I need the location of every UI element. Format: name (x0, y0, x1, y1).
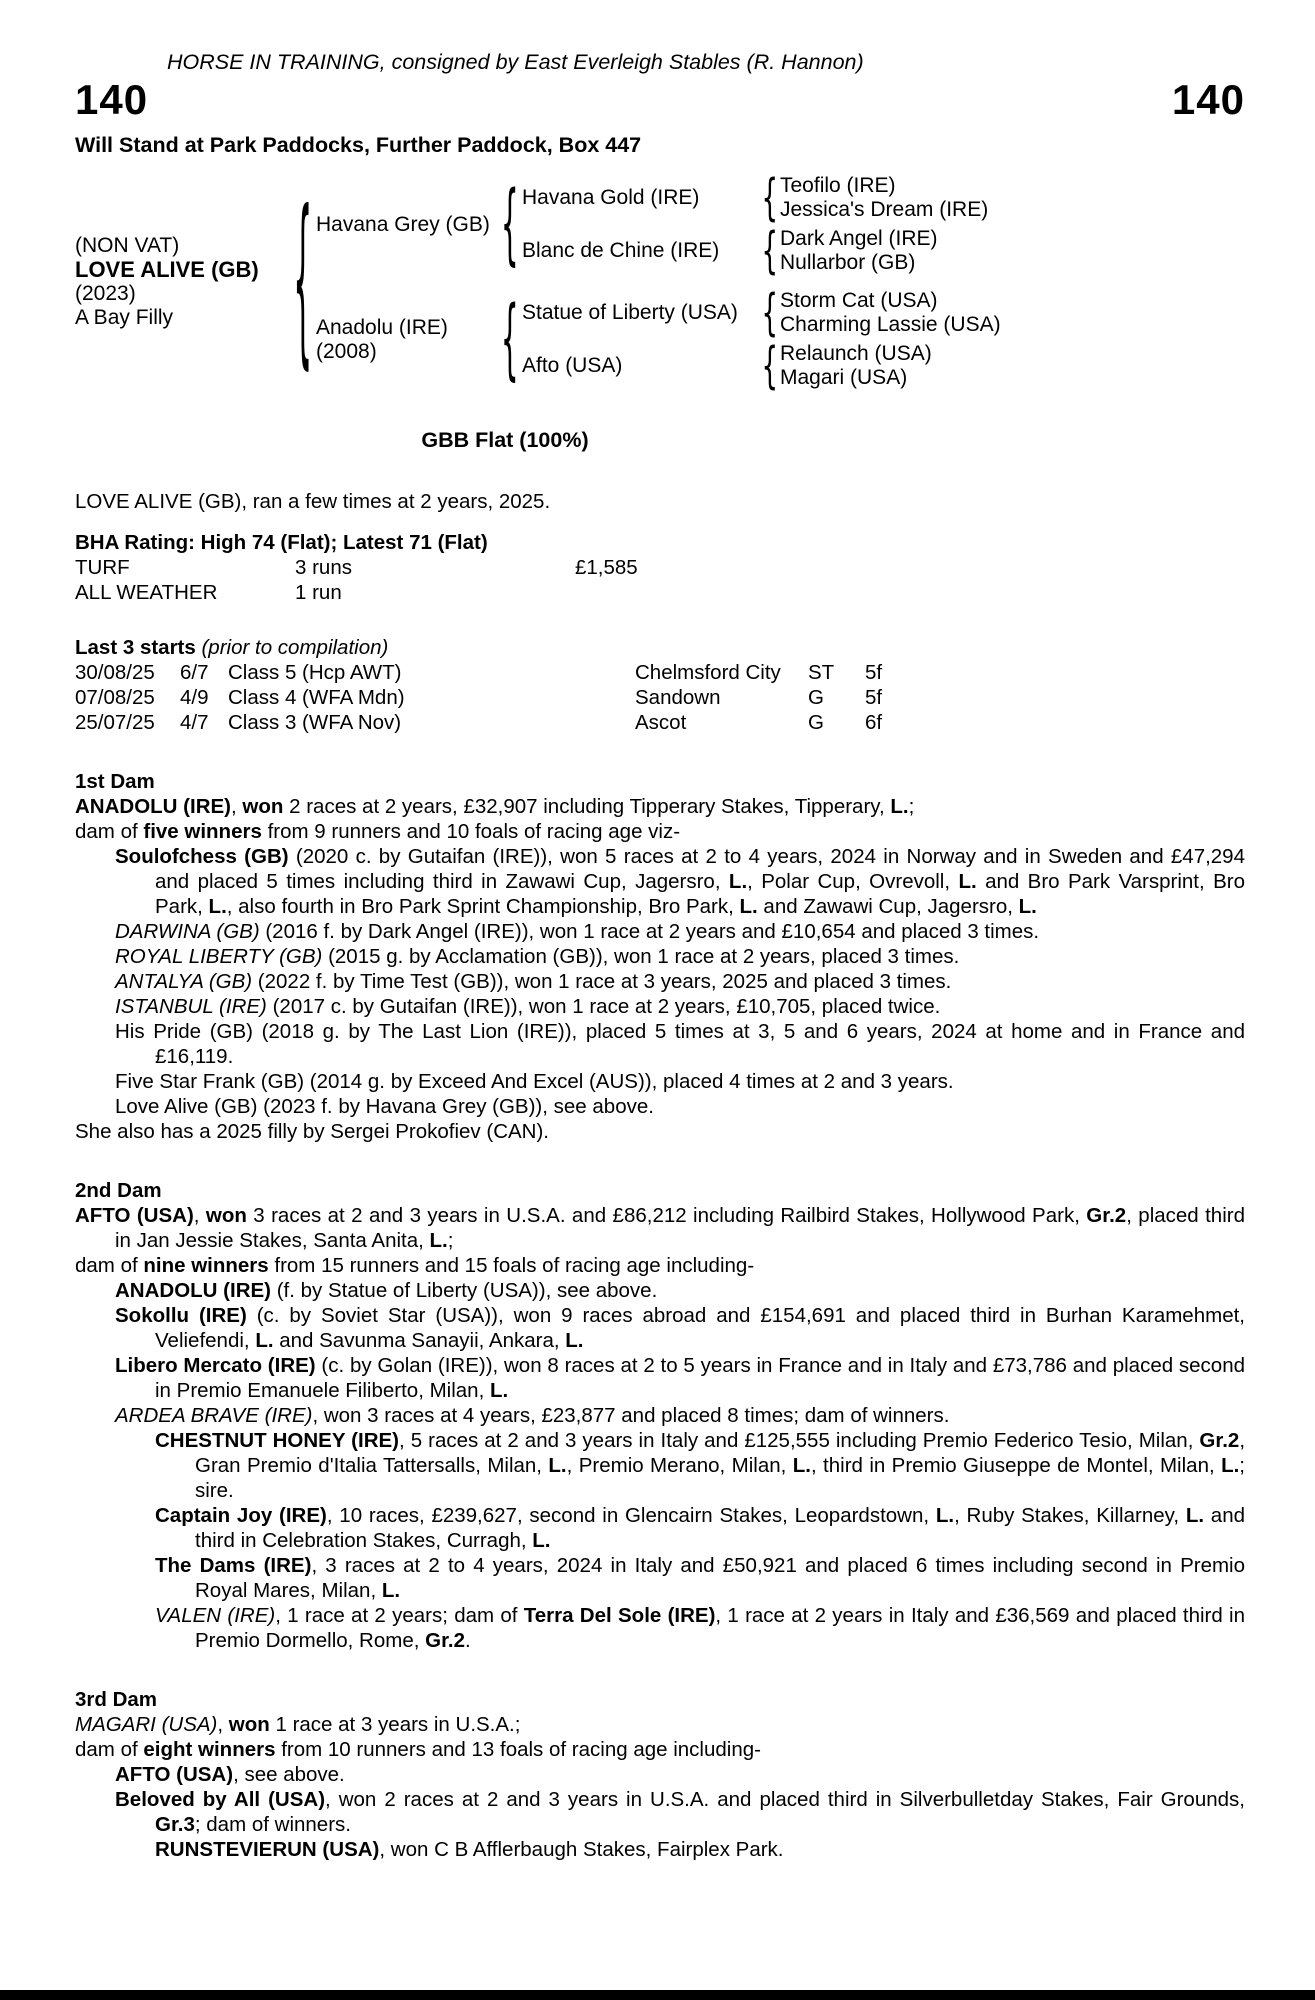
start-course: Sandown (635, 686, 721, 709)
covering-note: She also has a 2025 filly by Sergei Prokofiev (CAN). (75, 1120, 550, 1143)
start-course: Ascot (635, 711, 687, 734)
grandam-row (522, 222, 988, 280)
runs-count: 1 run (295, 581, 342, 604)
consignor-note: HORSE IN TRAINING, consigned by East Everleigh Stables (R. Hannon) (167, 50, 864, 74)
pedigree-brace: { (293, 176, 313, 388)
progeny-entry: Five Star Frank (GB) (2014 g. by Exceed And Excel (AUS)), placed 4 times at 2 and 3 years. (115, 1070, 954, 1093)
pedigree-brace: { (501, 173, 519, 276)
progeny-entry: ARDEA BRAVE (IRE), won 3 races at 4 years, £23,877 and placed 8 times; dam of winners. (115, 1404, 950, 1427)
progeny-entry: AFTO (USA), see above. (115, 1763, 345, 1786)
surface-record-table (75, 555, 1245, 605)
great-grandparent-name: Nullarbor (GB) (780, 251, 916, 274)
earnings (575, 580, 1245, 605)
start-position: 6/7 (180, 661, 209, 684)
dam-produce-summary: dam of nine winners from 15 runners and 15 foals of racing age including- (75, 1254, 755, 1277)
last-starts-title: Last 3 starts (75, 636, 202, 659)
foaling-year: (2023) (75, 282, 136, 305)
sire-name: Havana Grey (GB) (316, 212, 490, 236)
great-grandparent-name: Storm Cat (USA) (780, 289, 938, 312)
start-going: ST (808, 661, 835, 684)
bha-rating: BHA Rating: High 74 (Flat); Latest 71 (Flat) (75, 531, 488, 554)
grandparent-name: Havana Gold (IRE) (522, 186, 700, 209)
horse-description: A Bay Filly (75, 306, 174, 329)
great-grandparent-name: Teofilo (IRE) (780, 174, 896, 197)
progeny-entry: VALEN (IRE), 1 race at 2 years; dam of Terra Del Sole (IRE), 1 race at 2 years in Italy and £36,569 and placed third in Premio Dormello, Rome, Gr.2. (155, 1604, 1246, 1652)
great-grandparent-name: Jessica's Dream (IRE) (780, 198, 989, 221)
progeny-entry: ANTALYA (GB) (2022 f. by Time Test (GB)), won 1 race at 3 years, 2025 and placed 3 times. (115, 970, 952, 993)
pedigree-table (75, 169, 1245, 395)
page-bottom-rule (0, 1990, 1315, 2000)
progeny-entry: Captain Joy (IRE), 10 races, £239,627, second in Glencairn Stakes, Leopardstown, L., Ruby Stakes, Killarney, L. and third in Celebration Stakes, Curragh, L. (155, 1504, 1245, 1552)
great-grandparent-name: Charming Lassie (USA) (780, 313, 1001, 336)
great-grandparent-name: Dark Angel (IRE) (780, 227, 938, 250)
pedigree-brace: { (761, 222, 779, 280)
dam-summary: AFTO (USA), won 3 races at 2 and 3 years in U.S.A. and £86,212 including Railbird Stakes, Hollywood Park, Gr.2, placed third in Jan Jessie Stakes, Santa Anita, L.; (75, 1204, 1245, 1252)
section-heading: 2nd Dam (75, 1179, 162, 1202)
start-course: Chelmsford City (635, 661, 781, 684)
pedigree-brace: { (761, 169, 779, 227)
pedigree-subject (75, 234, 290, 330)
dam-row (316, 284, 1001, 395)
start-race: Class 4 (WFA Mdn) (228, 686, 405, 709)
dam-summary: MAGARI (USA), won 1 race at 3 years in U.S.A.; (75, 1713, 521, 1736)
second-dam-section (75, 1178, 1245, 1653)
progeny-entry: Sokollu (IRE) (c. by Soviet Star (USA)), won 9 races abroad and £154,691 and placed third in Burhan Karamehmet, Veliefendi, L. and Savunma Sanayii, Ankara, L. (115, 1304, 1245, 1352)
dam-produce-summary: dam of five winners from 9 runners and 10 foals of racing age viz- (75, 820, 681, 843)
start-distance: 5f (865, 686, 883, 709)
pedigree-brace: { (761, 337, 779, 395)
pedigree-parents (316, 169, 1001, 395)
dam-name: Anadolu (IRE) (2008) (316, 315, 448, 363)
lot-number-row (75, 76, 1245, 123)
gbb-eligibility-note: GBB Flat (100%) (421, 428, 589, 452)
start-date: 25/07/25 (75, 711, 155, 734)
surface-label: ALL WEATHER (75, 581, 218, 604)
earnings: £1,585 (575, 556, 638, 579)
dam-produce-summary: dam of eight winners from 10 runners and 13 foals of racing age including- (75, 1738, 761, 1761)
progeny-entry: ROYAL LIBERTY (GB) (2015 g. by Acclamation (GB)), won 1 race at 2 years, placed 3 times. (115, 945, 960, 968)
start-distance: 6f (865, 711, 883, 734)
progeny-entry: Love Alive (GB) (2023 f. by Havana Grey (GB)), see above. (115, 1095, 654, 1118)
last-starts-heading (75, 635, 1245, 660)
stand-location-note: Will Stand at Park Paddocks, Further Paddock, Box 447 (75, 133, 642, 157)
lot-number-right: 140 (1171, 76, 1245, 123)
section-heading: 1st Dam (75, 770, 155, 793)
progeny-entry: RUNSTEVIERUN (USA), won C B Afflerbaugh Stakes, Fairplex Park. (155, 1838, 784, 1861)
progeny-entry: DARWINA (GB) (2016 f. by Dark Angel (IRE)), won 1 race at 2 years and £10,654 and placed 3 times. (115, 920, 1040, 943)
runs-count: 3 runs (295, 556, 352, 579)
start-race: Class 5 (Hcp AWT) (228, 661, 402, 684)
grandparent-name: Afto (USA) (522, 354, 623, 377)
start-date: 07/08/25 (75, 686, 155, 709)
dam-summary: ANADOLU (IRE), won 2 races at 2 years, £32,907 including Tipperary Stakes, Tipperary, L.; (75, 795, 915, 818)
horse-name: LOVE ALIVE (GB) (75, 257, 259, 282)
grandsire-row (522, 284, 1001, 342)
race-record-intro: LOVE ALIVE (GB), ran a few times at 2 years, 2025. (75, 490, 551, 513)
start-going: G (808, 686, 824, 709)
start-position: 4/7 (180, 711, 209, 734)
progeny-entry: CHESTNUT HONEY (IRE), 5 races at 2 and 3 years in Italy and £125,555 including Premio Federico Tesio, Milan, Gr.2, Gran Premio d'Italia Tattersalls, Milan, L., Premio Merano, Milan, L., third in Premio Giuseppe de Montel, Milan, L.; sire. (155, 1429, 1246, 1502)
progeny-entry: ANADOLU (IRE) (f. by Statue of Liberty (USA)), see above. (115, 1279, 658, 1302)
last-starts-table (75, 660, 1245, 735)
start-distance: 5f (865, 661, 883, 684)
great-grandparent-name: Relaunch (USA) (780, 342, 932, 365)
progeny-entry: The Dams (IRE), 3 races at 2 to 4 years, 2024 in Italy and £50,921 and placed 6 times including second in Premio Royal Mares, Milan, L. (155, 1554, 1246, 1602)
section-heading: 3rd Dam (75, 1688, 158, 1711)
sire-row (316, 169, 1001, 280)
last-starts-note: (prior to compilation) (201, 636, 389, 659)
pedigree-brace: { (501, 288, 519, 391)
progeny-entry: ISTANBUL (IRE) (2017 c. by Gutaifan (IRE)), won 1 race at 2 years, £10,705, placed twice. (115, 995, 941, 1018)
grandsire-row (522, 169, 989, 227)
great-grandparent-name: Magari (USA) (780, 366, 908, 389)
surface-label: TURF (75, 556, 130, 579)
pedigree-brace: { (761, 284, 779, 342)
progeny-entry: Libero Mercato (IRE) (c. by Golan (IRE)), won 8 races at 2 to 5 years in France and in Italy and £73,786 and placed second in Premio Emanuele Filiberto, Milan, L. (115, 1354, 1246, 1402)
third-dam-section (75, 1687, 1245, 1862)
start-race: Class 3 (WFA Nov) (228, 711, 402, 734)
start-position: 4/9 (180, 686, 209, 709)
vat-status: (NON VAT) (75, 234, 180, 257)
start-date: 30/08/25 (75, 661, 155, 684)
first-dam-section (75, 769, 1245, 1144)
start-going: G (808, 711, 824, 734)
lot-number-left: 140 (75, 76, 149, 123)
grandparent-name: Blanc de Chine (IRE) (522, 239, 720, 262)
grandparent-name: Statue of Liberty (USA) (522, 301, 738, 324)
progeny-entry: Beloved by All (USA), won 2 races at 2 and 3 years in U.S.A. and placed third in Silverbulletday Stakes, Fair Grounds, Gr.3; dam of winners. (115, 1788, 1245, 1836)
progeny-entry: His Pride (GB) (2018 g. by The Last Lion (IRE)), placed 5 times at 3, 5 and 6 years, 2024 at home and in France and £16,119. (115, 1020, 1245, 1068)
progeny-entry: Soulofchess (GB) (2020 c. by Gutaifan (IRE)), won 5 races at 2 to 4 years, 2024 in Norway and in Sweden and £47,294 and placed 5 times including third in Zawawi Cup, Jagersro, L., Polar Cup, Ovrevoll, L. and Bro Park Varsprint, Bro Park, L., also fourth in Bro Park Sprint Championship, Bro Park, L. and Zawawi Cup, Jagersro, L. (115, 845, 1245, 918)
grandam-row (522, 337, 1001, 395)
